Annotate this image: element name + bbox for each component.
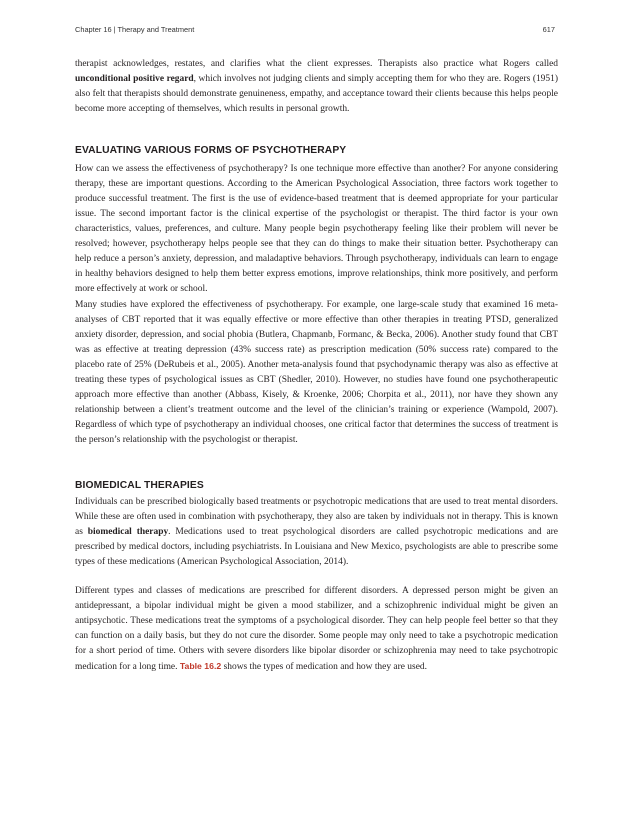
key-term: biomedical therapy — [87, 527, 169, 538]
section-heading-biomedical: BIOMEDICAL THERAPIES — [75, 480, 204, 491]
chapter-title: Chapter 16 | Therapy and Treatment — [75, 25, 195, 34]
text-segment: shows the types of medication and how they are used. — [221, 662, 427, 673]
biomedical-paragraph-1 — [75, 495, 558, 570]
text-segment: Individuals can be prescribed biologically based treatments or psychotropic medications that are used to treat mental disorders. While these are often used in combination with psychotherapy, they also are taken by individuals not in therapy. This is known as — [75, 497, 558, 538]
intro-paragraph — [75, 57, 558, 117]
table-reference-link[interactable]: Table 16.2 — [179, 661, 222, 672]
text-segment: . Medications used to treat psychological disorders are called psychotropic medications and are prescribed by medical doctors, including psychiatrists. In Louisiana and New Mexico, psychologists are able to prescribe some types of these medications (American Psychological Association, 2014). — [75, 527, 558, 568]
text-segment: , which involves not judging clients and simply accepting them for who they are. Rogers (1951) also felt that therapists should demonstrate genuineness, empathy, and acceptance toward their clients because this helps people become more accepting of themselves, which results in personal growth. — [75, 74, 558, 115]
section-heading-evaluating: EVALUATING VARIOUS FORMS OF PSYCHOTHERAPY — [75, 145, 347, 156]
text-segment: Different types and classes of medications are prescribed for different disorders. A depressed person might be given an antidepressant, a bipolar individual might be given a mood stabilizer, and a schizophrenic individual might be given an antipsychotic. These medications treat the symptoms of a psychological disorder. They can help people feel better so that they can function on a daily basis, but they do not cure the disorder. Some people may only need to take a psychotropic medication for a short period of time. Others with severe disorders like bipolar disorder or schizophrenia may need to take psychotropic medication for a long time. — [75, 586, 558, 673]
evaluating-paragraph-2: Many studies have explored the effectiveness of psychotherapy. For example, one large-scale study that examined 16 meta-analyses of CBT reported that it was equally effective or more effective than other therapies in treating PTSD, generalized anxiety disorder, depression, and social phobia (Butlera, Chapmanb, Formanc, & Becka, 2006). Another study found that CBT was as effective at treating depression (43% success rate) as prescription medication (50% success rate) compared to the placebo rate of 25% (DeRubeis et al., 2005). Another meta-analysis found that psychodynamic therapy was also as effective at treating these types of psychological issues as CBT (Shedler, 2010). However, no studies have found one psychotherapeutic approach more effective than another (Abbass, Kisely, & Kroenke, 2006; Chorpita et al., 2011), nor have they shown any relationship between a client’s treatment outcome and the level of the clinician’s training or experience (Wampold, 2007). Regardless of which type of psychotherapy an individual chooses, one critical factor that determines the success of treatment is the person’s relationship with the psychologist or therapist. — [75, 300, 558, 446]
page-number: 617 — [542, 25, 555, 34]
text-segment: therapist acknowledges, restates, and clarifies what the client expresses. Therapists also practice what Rogers called — [75, 59, 558, 69]
evaluating-paragraph-1: How can we assess the effectiveness of psychotherapy? Is one technique more effective than another? For anyone considering therapy, these are important questions. According to the American Psychological Association, three factors work together to produce successful treatment. The first is the use of evidence-based treatment that is deemed appropriate for your particular issue. The second important factor is the clinical expertise of the psychologist or therapist. The third factor is your own characteristics, values, preferences, and culture. Many people begin psychotherapy feeling like their problem will never be resolved; however, psychotherapy helps people see that they can do things to make their situation better. Psychotherapy can help reduce a person’s anxiety, depression, and maladaptive behaviors. Through psychotherapy, individuals can learn to engage in healthy behaviors designed to help them better express emotions, improve relationships, think more positively, and perform more effectively at work or school. — [75, 164, 558, 295]
running-header — [75, 24, 555, 36]
key-term: unconditional positive regard — [75, 74, 194, 85]
biomedical-paragraph-2 — [75, 584, 558, 675]
